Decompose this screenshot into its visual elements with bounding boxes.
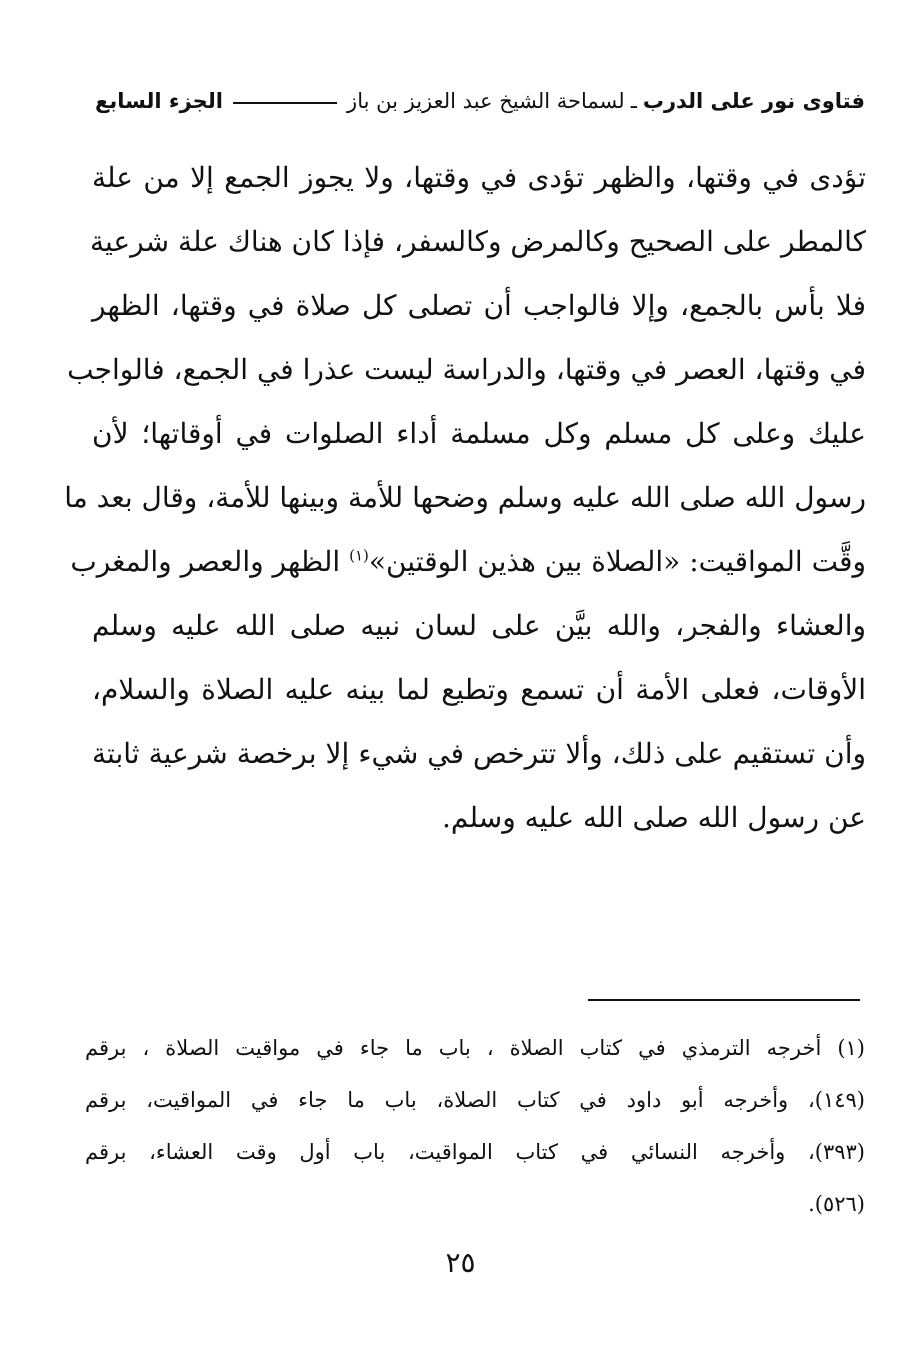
book-title: فتاوى نور على الدرب [642, 89, 865, 113]
header-rule [233, 102, 337, 104]
body-line-7-rest: الظهر والعصر والمغرب [70, 545, 350, 578]
header-separator: ـ [630, 89, 637, 113]
volume-label: الجزء السابع [95, 89, 223, 113]
body-line-5: عليك وعلى كل مسلم وكل مسلمة أداء الصلوات في أوقاتها؛ لأن [92, 417, 866, 450]
body-line-1: تؤدى في وقتها، والظهر تؤدى في وقتها، ولا يجوز الجمع إلا من علة [92, 161, 866, 194]
body-line-11: عن رسول الله صلى الله عليه وسلم. [441, 801, 866, 834]
footnote-line-4: (٥٢٦). [808, 1192, 865, 1216]
footnote-reference: (١) [349, 546, 369, 565]
author-name: لسماحة الشيخ عبد العزيز بن باز [347, 89, 625, 113]
body-line-9: الأوقات، فعلى الأمة أن تسمع وتطيع لما بينه عليه الصلاة والسلام، [92, 673, 866, 706]
footnote-divider [588, 999, 860, 1001]
footnote-line-2: (١٤٩)، وأخرجه أبو داود في كتاب الصلاة، باب ما جاء في المواقيت، برقم [85, 1088, 865, 1112]
body-line-6: رسول الله صلى الله عليه وسلم وضحها للأمة وبينها للأمة، وقال بعد ما [64, 481, 866, 514]
body-paragraph [64, 146, 866, 850]
body-line-3: فلا بأس بالجمع، وإلا فالواجب أن تصلى كل صلاة في وقتها، الظهر [92, 289, 866, 322]
body-line-4: في وقتها، العصر في وقتها، والدراسة ليست عذرا في الجمع، فالواجب [67, 353, 866, 386]
body-line-7 [70, 530, 866, 594]
body-line-8: والعشاء والفجر، والله بيَّن على لسان نبيه صلى الله عليه وسلم [92, 609, 866, 642]
footnote-line-1: (١) أخرجه الترمذي في كتاب الصلاة ، باب ما جاء في مواقيت الصلاة ، برقم [85, 1036, 865, 1060]
body-line-10: وأن تستقيم على ذلك، وألا تترخص في شيء إلا برخصة شرعية ثابتة [92, 737, 866, 770]
running-header [95, 84, 865, 118]
hadith-quote: وقَّت المواقيت: «الصلاة بين هذين الوقتين» [368, 545, 866, 578]
page-number: ٢٥ [445, 1246, 476, 1279]
footnotes [85, 1026, 865, 1234]
body-line-2: كالمطر على الصحيح وكالمرض وكالسفر، فإذا كان هناك علة شرعية [89, 225, 866, 258]
footnote-line-3: (٣٩٣)، وأخرجه النسائي في كتاب المواقيت، باب أول وقت العشاء، برقم [85, 1140, 865, 1164]
